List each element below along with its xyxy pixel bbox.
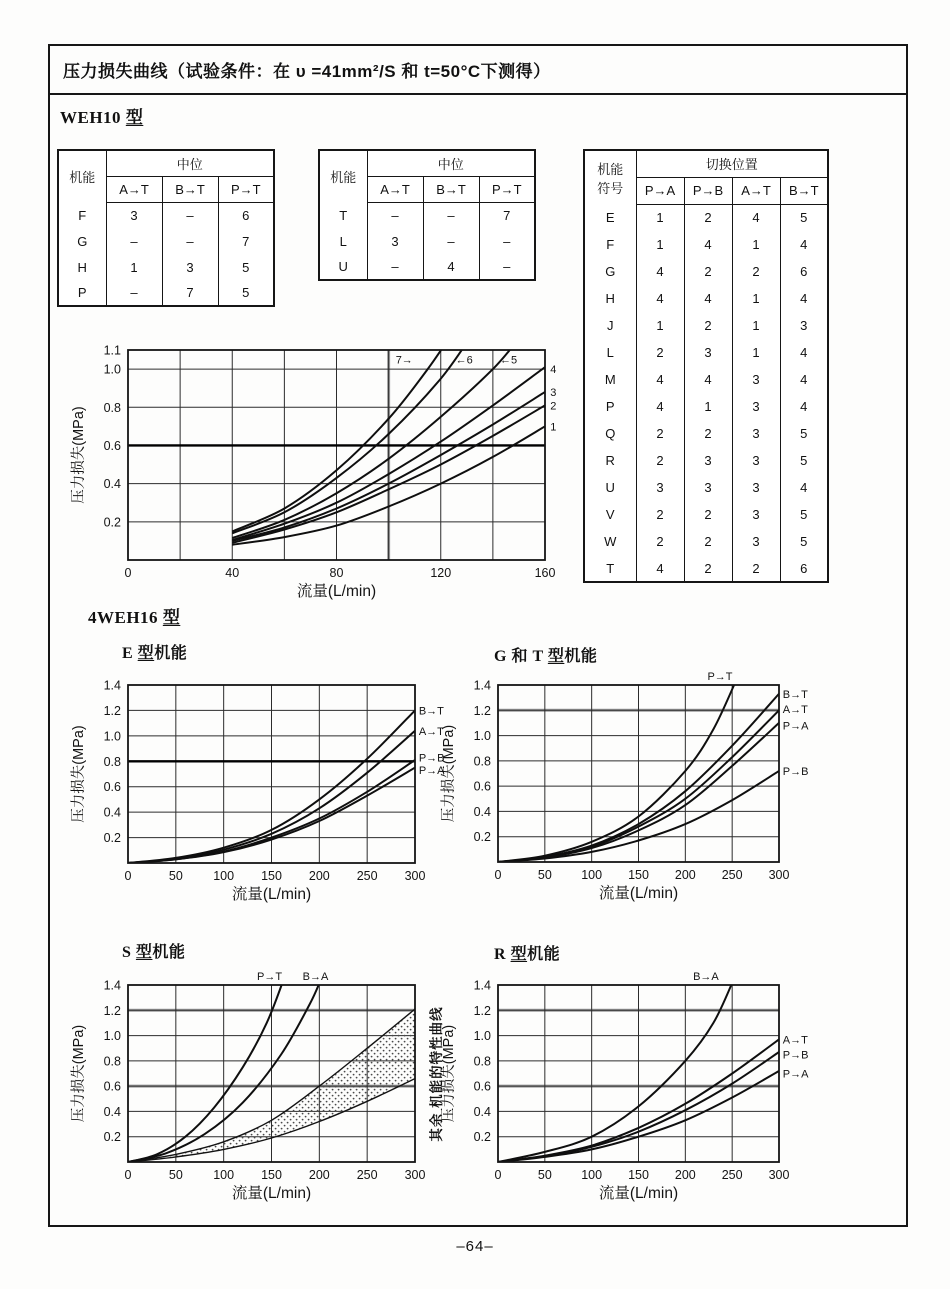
y-tick-label: 0.8 xyxy=(103,400,121,415)
table-cell: 6 xyxy=(218,202,274,228)
spec-table xyxy=(583,149,829,583)
section-heading-4weh16-text: 4WEH16 xyxy=(88,608,159,627)
y-tick-label: 0.4 xyxy=(473,804,491,819)
table-cell: 3 xyxy=(732,447,780,474)
curve-label: 7→ xyxy=(395,354,413,367)
table-group-header: 中位 xyxy=(106,150,274,176)
table-cell: Q xyxy=(584,420,636,447)
table-cell: L xyxy=(584,339,636,366)
y-tick-label: 0.2 xyxy=(473,1130,491,1145)
curve-label: P→T xyxy=(707,671,733,684)
y-tick-label: 1.2 xyxy=(473,1003,491,1018)
table-cell: 4 xyxy=(636,393,684,420)
curve-label: P→B xyxy=(418,752,445,765)
x-tick-label: 50 xyxy=(537,1168,552,1182)
y-tick-label: 0.8 xyxy=(103,1054,121,1069)
table-sub-header: P→A xyxy=(636,177,684,204)
table-row xyxy=(584,501,828,528)
y-tick-label: 0.2 xyxy=(473,830,491,845)
y-axis-title: 压力损失(MPa) xyxy=(71,1024,87,1123)
table-cell: 1 xyxy=(636,204,684,231)
table-cell: 2 xyxy=(684,555,732,582)
table-row xyxy=(319,228,535,254)
table-cell: G xyxy=(58,228,106,254)
table-cell: 4 xyxy=(780,339,828,366)
table-cell: 6 xyxy=(780,258,828,285)
chart-title-s xyxy=(122,939,185,962)
table-cell: 4 xyxy=(684,366,732,393)
x-axis-title: 流量(L/min) xyxy=(231,886,312,903)
table-cell: 2 xyxy=(684,501,732,528)
table-cell: 2 xyxy=(732,555,780,582)
table-cell: 1 xyxy=(636,312,684,339)
table-cell: – xyxy=(162,228,218,254)
table-cell: 2 xyxy=(636,528,684,555)
table-group-header: 中位 xyxy=(367,150,535,176)
table-cell: 2 xyxy=(636,447,684,474)
curve-5 xyxy=(232,339,519,539)
table-cell: 3 xyxy=(732,474,780,501)
table-sub-header: P→B xyxy=(684,177,732,204)
x-tick-label: 200 xyxy=(674,868,696,882)
y-tick-label: 0.6 xyxy=(473,779,491,794)
table-cell: 1 xyxy=(106,254,162,280)
section-heading-weh10-text: WEH10 xyxy=(60,108,122,127)
y-tick-label: 1.4 xyxy=(473,978,491,993)
table-cell: 4 xyxy=(780,393,828,420)
table-cell: 3 xyxy=(106,202,162,228)
chart-svg xyxy=(70,665,451,907)
y-tick-label: 1.0 xyxy=(103,362,121,377)
table-row xyxy=(584,258,828,285)
x-tick-label: 200 xyxy=(308,1168,330,1182)
r-type-pressure-loss-chart xyxy=(440,965,815,1211)
table-cell: 4 xyxy=(732,204,780,231)
chart-title-g-u: 型 xyxy=(547,648,565,665)
x-tick-label: 0 xyxy=(124,566,132,580)
table-cell: 1 xyxy=(732,231,780,258)
curve-label: B→A xyxy=(693,971,719,984)
y-tick-label: 0.4 xyxy=(103,477,121,492)
y-tick-label: 0.2 xyxy=(103,831,121,846)
chart-title-e-pre: E xyxy=(122,645,138,662)
table-sub-header: B→T xyxy=(423,176,479,202)
table-cell: W xyxy=(584,528,636,555)
table-row xyxy=(584,420,828,447)
table-sub-header: A→T xyxy=(367,176,423,202)
table-cell: V xyxy=(584,501,636,528)
table-cell: 2 xyxy=(636,420,684,447)
table-cell: 7 xyxy=(162,280,218,306)
x-tick-label: 250 xyxy=(721,1168,743,1182)
g-t-type-pressure-loss-chart xyxy=(440,665,815,911)
weh10-pressure-loss-chart xyxy=(70,330,581,609)
curve-label: A→T xyxy=(418,725,444,738)
y-tick-label: 0.6 xyxy=(473,1079,491,1094)
y-tick-label: 1.0 xyxy=(473,1029,491,1044)
x-tick-label: 300 xyxy=(768,868,790,882)
table-cell: 1 xyxy=(732,312,780,339)
x-axis-title: 流量(L/min) xyxy=(296,583,377,600)
curve-label: A→T xyxy=(782,1034,808,1047)
y-axis-title: 压力损失(MPa) xyxy=(71,406,87,504)
y-tick-label: 0.2 xyxy=(103,515,121,530)
table-row xyxy=(319,202,535,228)
table-cell: 1 xyxy=(636,231,684,258)
table-corner-header: 机能 符号 xyxy=(584,150,636,204)
table-sub-header: B→T xyxy=(162,176,218,202)
table-cell: 4 xyxy=(636,366,684,393)
table-row xyxy=(58,202,274,228)
y-tick-label: 0.6 xyxy=(103,438,121,453)
table-cell: 5 xyxy=(218,280,274,306)
table-cell: 5 xyxy=(780,528,828,555)
y-tick-label: 1.0 xyxy=(473,729,491,744)
curve-label: 2 xyxy=(550,400,557,413)
table-cell: M xyxy=(584,366,636,393)
table-cell: 3 xyxy=(732,528,780,555)
table-cell: 5 xyxy=(780,204,828,231)
y-tick-label: 0.6 xyxy=(103,780,121,795)
table-cell: F xyxy=(58,202,106,228)
table-row xyxy=(584,339,828,366)
table-group-header: 切换位置 xyxy=(636,150,828,177)
section-heading-weh10 xyxy=(60,103,143,128)
table-cell: – xyxy=(106,228,162,254)
table-cell: 4 xyxy=(780,285,828,312)
table-cell: 2 xyxy=(636,339,684,366)
table-cell: F xyxy=(584,231,636,258)
y-tick-label: 0.8 xyxy=(103,754,121,769)
table-row xyxy=(58,228,274,254)
table-cell: – xyxy=(162,202,218,228)
y-tick-label: 0.4 xyxy=(103,1104,121,1119)
chart-title-s-pre: S xyxy=(122,944,136,961)
table-cell: L xyxy=(319,228,367,254)
e-type-pressure-loss-chart xyxy=(70,665,451,912)
table-cell: U xyxy=(584,474,636,501)
section-heading-4weh16 xyxy=(88,603,180,628)
chart-title-s-post: 机能 xyxy=(152,944,186,961)
curve-B→A xyxy=(498,979,734,1162)
x-tick-label: 40 xyxy=(225,566,240,580)
table-cell: 5 xyxy=(780,420,828,447)
x-tick-label: 120 xyxy=(430,566,452,580)
chart-title-s-u: 型 xyxy=(135,944,153,961)
curve-label: B→A xyxy=(302,971,329,984)
table-row xyxy=(584,312,828,339)
curve-label: 1 xyxy=(550,421,557,434)
x-tick-label: 80 xyxy=(329,566,344,580)
curve-label: 4 xyxy=(550,364,557,377)
table-cell: 3 xyxy=(367,228,423,254)
table-cell: 4 xyxy=(780,474,828,501)
curve-label: 3 xyxy=(550,387,557,399)
y-tick-label: 1.0 xyxy=(103,729,121,744)
table-cell: 3 xyxy=(732,420,780,447)
table-cell: 5 xyxy=(218,254,274,280)
x-axis-title: 流量(L/min) xyxy=(598,1185,679,1202)
y-tick-label: 0.4 xyxy=(473,1104,491,1119)
x-tick-label: 300 xyxy=(404,1168,426,1182)
table-cell: H xyxy=(584,285,636,312)
y-tick-label: 0.8 xyxy=(473,754,491,769)
chart-title-e xyxy=(122,640,187,663)
table-cell: 4 xyxy=(636,258,684,285)
table-cell: 3 xyxy=(636,474,684,501)
curve-label: P→A xyxy=(782,1068,809,1081)
chart-title-g-post: 机能 xyxy=(564,648,598,665)
table-cell: 5 xyxy=(780,501,828,528)
chart-title-g-t xyxy=(494,643,597,666)
table-corner-header: 机能 xyxy=(58,150,106,202)
x-tick-label: 0 xyxy=(124,1168,132,1182)
x-tick-label: 200 xyxy=(674,1168,696,1182)
table-cell: 2 xyxy=(684,258,732,285)
table-row xyxy=(584,366,828,393)
table-cell: – xyxy=(423,228,479,254)
x-tick-label: 250 xyxy=(356,1168,378,1182)
weh10-neutral-position-table-2 xyxy=(318,149,536,281)
table-row xyxy=(584,555,828,582)
y-axis-title: 压力损失(MPa) xyxy=(441,1024,457,1123)
spec-table xyxy=(318,149,536,281)
table-cell: – xyxy=(367,202,423,228)
table-cell: T xyxy=(584,555,636,582)
table-sub-header: P→T xyxy=(479,176,535,202)
table-row xyxy=(58,280,274,306)
x-tick-label: 150 xyxy=(261,1168,282,1182)
table-cell: – xyxy=(367,254,423,280)
page-title-text: 压力损失曲线（试验条件：在 υ =41mm²/S 和 t=50°C下测得） xyxy=(63,62,551,81)
y-tick-label: 1.4 xyxy=(103,978,121,993)
table-cell: 3 xyxy=(684,447,732,474)
x-tick-label: 160 xyxy=(534,566,556,580)
table-cell: – xyxy=(106,280,162,306)
spec-table xyxy=(57,149,275,307)
chart-svg xyxy=(70,965,451,1206)
chart-title-e-u: 型 xyxy=(137,645,155,662)
s-type-pressure-loss-chart xyxy=(70,965,451,1211)
table-cell: 4 xyxy=(636,555,684,582)
section-heading-weh10-suffix: 型 xyxy=(125,108,144,127)
table-cell: 3 xyxy=(732,501,780,528)
chart-title-e-post: 机能 xyxy=(154,645,188,662)
table-row xyxy=(584,204,828,231)
table-cell: 2 xyxy=(684,312,732,339)
curve-6 xyxy=(232,335,472,534)
table-row xyxy=(584,474,828,501)
curve-label: P→A xyxy=(782,720,809,733)
table-row xyxy=(584,393,828,420)
curve-label: B→T xyxy=(782,688,808,701)
y-axis-title: 压力损失(MPa) xyxy=(71,725,87,823)
x-tick-label: 50 xyxy=(537,868,552,882)
x-axis-title: 流量(L/min) xyxy=(231,1185,312,1202)
curve-label: B→T xyxy=(418,705,444,718)
y-tick-label: 1.2 xyxy=(103,1003,121,1018)
table-cell: 2 xyxy=(684,204,732,231)
y-tick-label: 1.0 xyxy=(103,1029,121,1044)
curve-label: P→T xyxy=(257,971,283,984)
table-cell: 2 xyxy=(636,501,684,528)
chart-title-r-pre: R xyxy=(494,946,511,963)
x-tick-label: 50 xyxy=(168,1168,183,1182)
table-cell: 4 xyxy=(780,231,828,258)
curve-label: P→A xyxy=(418,765,445,778)
table-row xyxy=(584,528,828,555)
table-cell: – xyxy=(423,202,479,228)
y-axis-title: 压力损失(MPa) xyxy=(441,724,457,823)
chart-svg xyxy=(440,965,815,1206)
table-cell: 7 xyxy=(218,228,274,254)
table-cell: 4 xyxy=(684,285,732,312)
curve-B→A xyxy=(128,979,321,1162)
curve-label: P→B xyxy=(782,765,809,778)
section-heading-4weh16-suffix: 型 xyxy=(162,608,181,627)
table-row xyxy=(584,285,828,312)
chart-title-g-pre: G 和 T xyxy=(494,648,548,665)
y-tick-label: 1.2 xyxy=(103,703,121,718)
table-cell: 3 xyxy=(780,312,828,339)
table-cell: H xyxy=(58,254,106,280)
table-cell: T xyxy=(319,202,367,228)
table-cell: 7 xyxy=(479,202,535,228)
curve-7 xyxy=(232,335,451,532)
chart-svg xyxy=(70,330,581,604)
y-tick-label: 1.1 xyxy=(103,343,121,358)
table-cell: P xyxy=(58,280,106,306)
table-sub-header: A→T xyxy=(106,176,162,202)
table-cell: – xyxy=(479,254,535,280)
table-cell: 3 xyxy=(162,254,218,280)
table-cell: 4 xyxy=(636,285,684,312)
table-sub-header: A→T xyxy=(732,177,780,204)
y-tick-label: 0.8 xyxy=(473,1054,491,1069)
page-title xyxy=(50,46,906,95)
table-row xyxy=(584,447,828,474)
table-cell: 2 xyxy=(732,258,780,285)
table-cell: 2 xyxy=(684,420,732,447)
x-tick-label: 300 xyxy=(404,869,426,883)
table-cell: 3 xyxy=(732,393,780,420)
table-cell: 3 xyxy=(684,339,732,366)
curve-label: ←5 xyxy=(499,354,518,367)
table-cell: 4 xyxy=(780,366,828,393)
x-tick-label: 0 xyxy=(124,869,132,883)
table-cell: U xyxy=(319,254,367,280)
weh10-neutral-position-table-1 xyxy=(57,149,275,307)
table-sub-header: B→T xyxy=(780,177,828,204)
y-tick-label: 1.4 xyxy=(103,678,121,693)
table-corner-header: 机能 xyxy=(319,150,367,202)
table-cell: 1 xyxy=(732,339,780,366)
table-cell: P xyxy=(584,393,636,420)
x-tick-label: 50 xyxy=(168,869,183,883)
s-chart-band-label: 其余 机能的特性曲线 xyxy=(429,1006,444,1142)
curve-label: ←6 xyxy=(455,354,473,367)
y-tick-label: 0.2 xyxy=(103,1130,121,1145)
table-cell: E xyxy=(584,204,636,231)
chart-title-r xyxy=(494,941,560,964)
table-cell: 1 xyxy=(732,285,780,312)
table-cell: 5 xyxy=(780,447,828,474)
table-cell: 6 xyxy=(780,555,828,582)
table-sub-header: P→T xyxy=(218,176,274,202)
table-cell: R xyxy=(584,447,636,474)
y-tick-label: 1.2 xyxy=(473,703,491,718)
chart-title-r-post: 机能 xyxy=(527,946,561,963)
chart-svg xyxy=(440,665,815,906)
table-row xyxy=(58,254,274,280)
table-cell: 2 xyxy=(684,528,732,555)
x-tick-label: 150 xyxy=(628,1168,649,1182)
x-tick-label: 0 xyxy=(494,868,502,882)
chart-title-r-u: 型 xyxy=(510,946,528,963)
x-axis-title: 流量(L/min) xyxy=(598,885,679,902)
table-cell: 4 xyxy=(684,231,732,258)
x-tick-label: 100 xyxy=(581,1168,603,1182)
curve-label: P→B xyxy=(782,1049,809,1062)
y-tick-label: 0.6 xyxy=(103,1079,121,1094)
weh10-switch-position-table xyxy=(583,149,829,583)
table-cell: – xyxy=(479,228,535,254)
table-cell: 3 xyxy=(732,366,780,393)
table-cell: 3 xyxy=(684,474,732,501)
x-tick-label: 150 xyxy=(261,869,282,883)
x-tick-label: 200 xyxy=(308,869,330,883)
table-cell: 4 xyxy=(423,254,479,280)
page-number: –64– xyxy=(456,1238,494,1255)
x-tick-label: 100 xyxy=(213,1168,235,1182)
y-tick-label: 0.4 xyxy=(103,805,121,820)
table-row xyxy=(584,231,828,258)
table-cell: G xyxy=(584,258,636,285)
x-tick-label: 0 xyxy=(494,1168,502,1182)
y-tick-label: 1.4 xyxy=(473,678,491,693)
x-tick-label: 100 xyxy=(581,868,603,882)
table-row xyxy=(319,254,535,280)
x-tick-label: 300 xyxy=(768,1168,790,1182)
table-cell: J xyxy=(584,312,636,339)
x-tick-label: 150 xyxy=(628,868,649,882)
curve-label: A→T xyxy=(782,704,808,717)
table-cell: 1 xyxy=(684,393,732,420)
x-tick-label: 100 xyxy=(213,869,235,883)
x-tick-label: 250 xyxy=(356,869,378,883)
x-tick-label: 250 xyxy=(721,868,743,882)
